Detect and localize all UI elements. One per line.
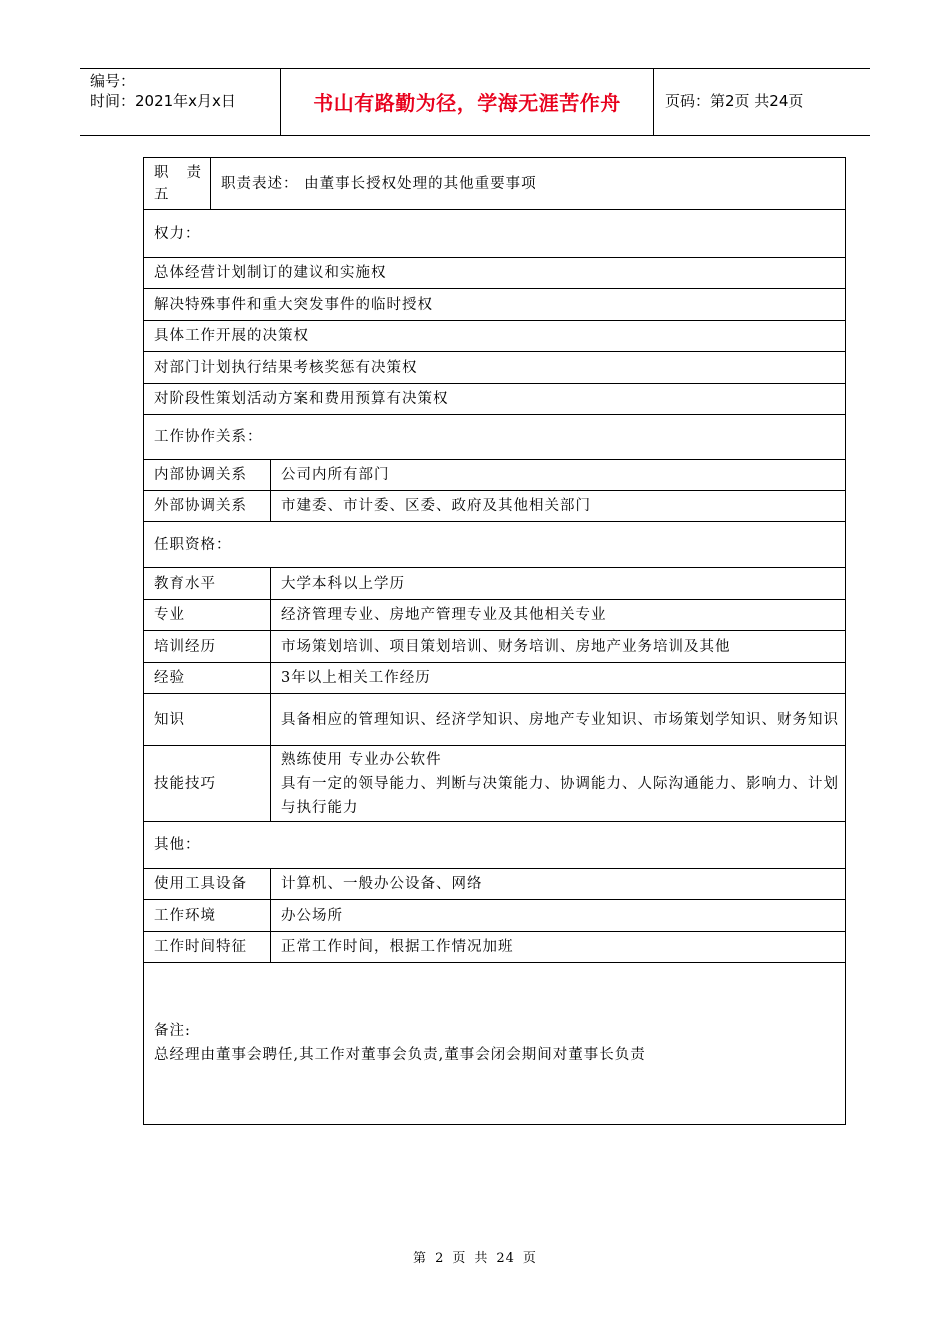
authority-item: 解决特殊事件和重大突发事件的临时授权 xyxy=(144,289,846,321)
duty-description: 职责表述： 由董事长授权处理的其他重要事项 xyxy=(221,175,537,192)
footer-total-unit: 页 xyxy=(522,1251,537,1266)
other-label: 使用工具设备 xyxy=(144,869,271,900)
qualification-row xyxy=(144,600,846,631)
document-number-label: 编号： xyxy=(90,72,136,90)
duty-label-char: 责 xyxy=(186,165,201,181)
qualification-value: 大学本科以上学历 xyxy=(271,568,846,600)
remarks-heading: 备注: xyxy=(154,1023,191,1039)
qualification-label: 培训经历 xyxy=(144,631,271,663)
relation-value: 市建委、市计委、区委、政府及其他相关部门 xyxy=(271,491,846,522)
relation-row xyxy=(144,460,846,491)
other-value: 计算机、一般办公设备、网络 xyxy=(271,869,846,900)
qualification-value: 具备相应的管理知识、经济学知识、房地产专业知识、市场策划学知识、财务知识 xyxy=(271,694,846,746)
page-footer xyxy=(0,1247,950,1266)
duty-label-char: 五 xyxy=(154,187,169,203)
duty-label xyxy=(144,158,211,209)
authority-heading: 权力： xyxy=(144,210,846,258)
other-row xyxy=(144,869,846,900)
other-label: 工作环境 xyxy=(144,900,271,932)
relation-row xyxy=(144,491,846,522)
authority-item: 对阶段性策划活动方案和费用预算有决策权 xyxy=(144,384,846,415)
qualification-label: 专业 xyxy=(144,600,271,631)
section-heading-row xyxy=(144,822,846,869)
qualification-value: 3年以上相关工作经历 xyxy=(271,663,846,694)
skills-value xyxy=(271,746,846,822)
qualification-label: 经验 xyxy=(144,663,271,694)
qualification-value: 市场策划培训、项目策划培训、财务培训、房地产业务培训及其他 xyxy=(271,631,846,663)
header-page-label: 页码：第2页 共24页 xyxy=(665,92,804,110)
remarks-text: 总经理由董事会聘任,其工作对董事会负责,董事会闭会期间对董事长负责 xyxy=(154,1047,646,1063)
relation-label: 外部协调关系 xyxy=(144,491,271,522)
qualification-row xyxy=(144,663,846,694)
header-meta xyxy=(90,71,236,111)
footer-page-prefix: 第 xyxy=(413,1251,428,1266)
other-value: 办公场所 xyxy=(271,900,846,932)
qualification-label: 教育水平 xyxy=(144,568,271,600)
other-label: 工作时间特征 xyxy=(144,932,271,963)
qualification-row xyxy=(144,694,846,746)
duty-inner-table xyxy=(144,158,845,209)
header-divider-right xyxy=(653,68,654,135)
skills-label: 技能技巧 xyxy=(144,746,271,822)
relation-label: 内部协调关系 xyxy=(144,460,271,491)
authority-item: 对部门计划执行结果考核奖惩有决策权 xyxy=(144,352,846,384)
document-time-label: 时间：2021年x月x日 xyxy=(90,92,236,110)
other-row xyxy=(144,932,846,963)
authority-item: 具体工作开展的决策权 xyxy=(144,321,846,352)
duty-label-char: 职 xyxy=(154,165,169,181)
qualifications-heading: 任职资格： xyxy=(144,522,846,568)
relation-value: 公司内所有部门 xyxy=(271,460,846,491)
header-bottom-rule xyxy=(80,135,870,136)
header-motto: 书山有路勤为径，学海无涯苦作舟 xyxy=(313,91,621,115)
duty-row xyxy=(144,158,846,210)
other-heading: 其他： xyxy=(144,822,846,869)
qualification-label: 知识 xyxy=(144,694,271,746)
skills-line: 熟练使用 专业办公软件 xyxy=(281,751,442,768)
authority-item: 总体经营计划制订的建议和实施权 xyxy=(144,258,846,289)
footer-total-pages: 24 xyxy=(496,1251,515,1266)
relations-heading: 工作协作关系： xyxy=(144,415,846,460)
other-row xyxy=(144,900,846,932)
section-heading-row xyxy=(144,522,846,568)
qualification-row xyxy=(144,568,846,600)
section-heading-row xyxy=(144,210,846,258)
footer-page-unit: 页 xyxy=(452,1251,467,1266)
qualification-row xyxy=(144,631,846,663)
footer-page-number: 2 xyxy=(435,1251,445,1266)
job-description-table xyxy=(143,157,846,1125)
section-heading-row xyxy=(144,415,846,460)
other-value: 正常工作时间，根据工作情况加班 xyxy=(271,932,846,963)
remarks-cell xyxy=(144,963,846,1125)
footer-total-prefix: 共 xyxy=(474,1251,489,1266)
skills-row xyxy=(144,746,846,822)
skills-line: 具有一定的领导能力、判断与决策能力、协调能力、人际沟通能力、影响力、计划与执行能力 xyxy=(281,775,839,816)
remarks-row xyxy=(144,963,846,1125)
qualification-value: 经济管理专业、房地产管理专业及其他相关专业 xyxy=(271,600,846,631)
